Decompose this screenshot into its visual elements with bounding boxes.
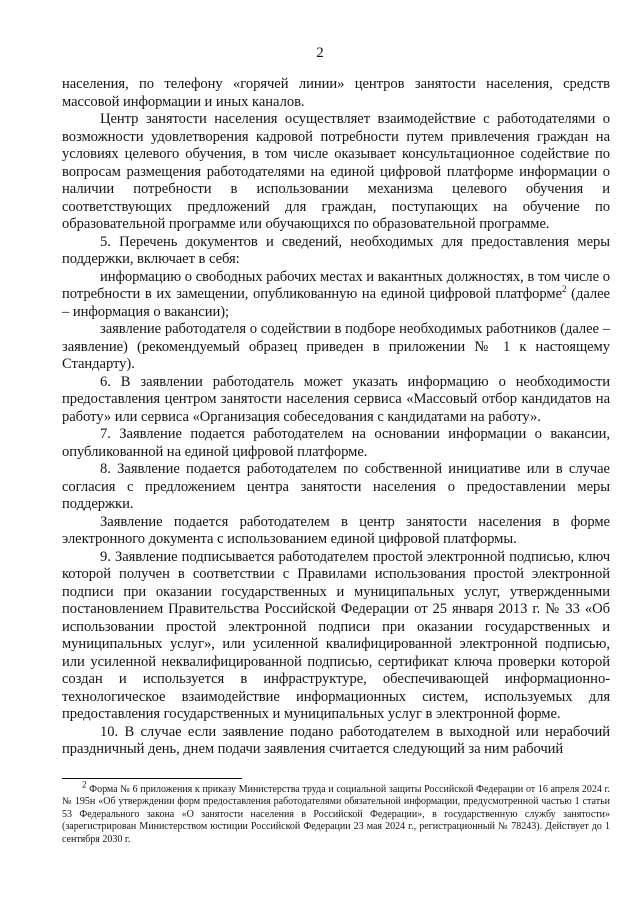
vacancy-info-tail: (далее – информация о вакансии); [62, 286, 610, 320]
footnote-divider [62, 778, 242, 779]
paragraph-8: 8. Заявление подается работодателем по собственной инициативе или в случае согласия с предложением центра занятости населения о предоставлении меры поддержки. [62, 461, 610, 512]
footnote [62, 779, 610, 846]
paragraph-application: заявление работодателя о содействии в подборе необходимых работников (далее – заявление) (рекомендуемый образец приведен в приложении № 1 к настоящему Стандарту). [62, 321, 610, 372]
paragraph-5: 5. Перечень документов и сведений, необходимых для предоставления меры поддержки, включает в себя: [62, 233, 610, 267]
paragraph-9: 9. Заявление подписывается работодателем простой электронной подписью, ключ которой получен в соответствии с Правилами использования простой электронной подписи при оказании государственных и муниципальных услуг, утвержденными постановлением Правительства Российской Федерации от 25 января 2013 г. № 33 «Об использовании простой электронной подписи при оказании государственных и муниципальных услуг», или усиленной квалифицированной электронной подписью, или усиленной неквалифицированной подписью, сертификат ключа проверки которой создан и используется в инфраструктуре, обеспечивающей информационно-технологическое взаимодействие информационных систем, используемых для предоставления государственных и муниципальных услуг в электронной форме. [62, 548, 610, 722]
footnote-reference: 2 [562, 284, 567, 295]
paragraph-10: 10. В случае если заявление подано работодателем в выходной или нерабочий праздничный день, днем подачи заявления считается следующий за ним рабочий [62, 723, 610, 757]
paragraph-electronic-form: Заявление подается работодателем в центр занятости населения в форме электронного документа с использованием единой цифровой платформы. [62, 513, 610, 547]
paragraph-vacancy-info [62, 269, 610, 322]
vacancy-info-text: информацию о свободных рабочих местах и вакантных должностях, в том числе о потребности в их замещении, опубликованную на единой цифровой платформе [62, 268, 610, 302]
page-number: 2 [316, 45, 324, 61]
footnote-marker: 2 [82, 779, 87, 790]
footnote-body: Форма № 6 приложения к приказу Министерства труда и социальной защиты Российской Федерации от 16 апреля 2024 г. № 195н «Об утверждении форм предоставления работодателями обязательной информации, предусмотренной частью 1 статьи 53 Федерального закона «О занятости населения в Российской Федерации», в государственную службу занятости» (зарегистрирован Министерством юстиции Российской Федерации 23 мая 2024 г., регистрационный № 78243). Действует до 1 сентября 2030 г. [62, 784, 610, 845]
footnote-text [62, 779, 610, 846]
document-body [62, 76, 610, 759]
paragraph-7: 7. Заявление подается работодателем на основании информации о вакансии, опубликованной на единой цифровой платформе. [62, 426, 610, 460]
paragraph-6: 6. В заявлении работодатель может указать информацию о необходимости предоставления центром занятости населения сервиса «Массовый отбор кандидатов на работу» или сервиса «Организация собеседования с кандидатами на работу». [62, 373, 610, 425]
paragraph-employment-center: Центр занятости населения осуществляет взаимодействие с работодателями о возможности удовлетворения кадровой потребности путем привлечения граждан на условиях целевого обучения, в том числе оказывает консультационное содействие по вопросам размещения работодателями на единой цифровой платформе информации о наличии потребности в использовании механизма целевого обучения и соответствующих предложений для граждан, поступающих на обучение по образовательной программе или обучающихся по образовательной программе. [62, 111, 610, 232]
paragraph-continuation: населения, по телефону «горячей линии» центров занятости населения, средств массовой информации и иных каналов. [62, 76, 610, 110]
